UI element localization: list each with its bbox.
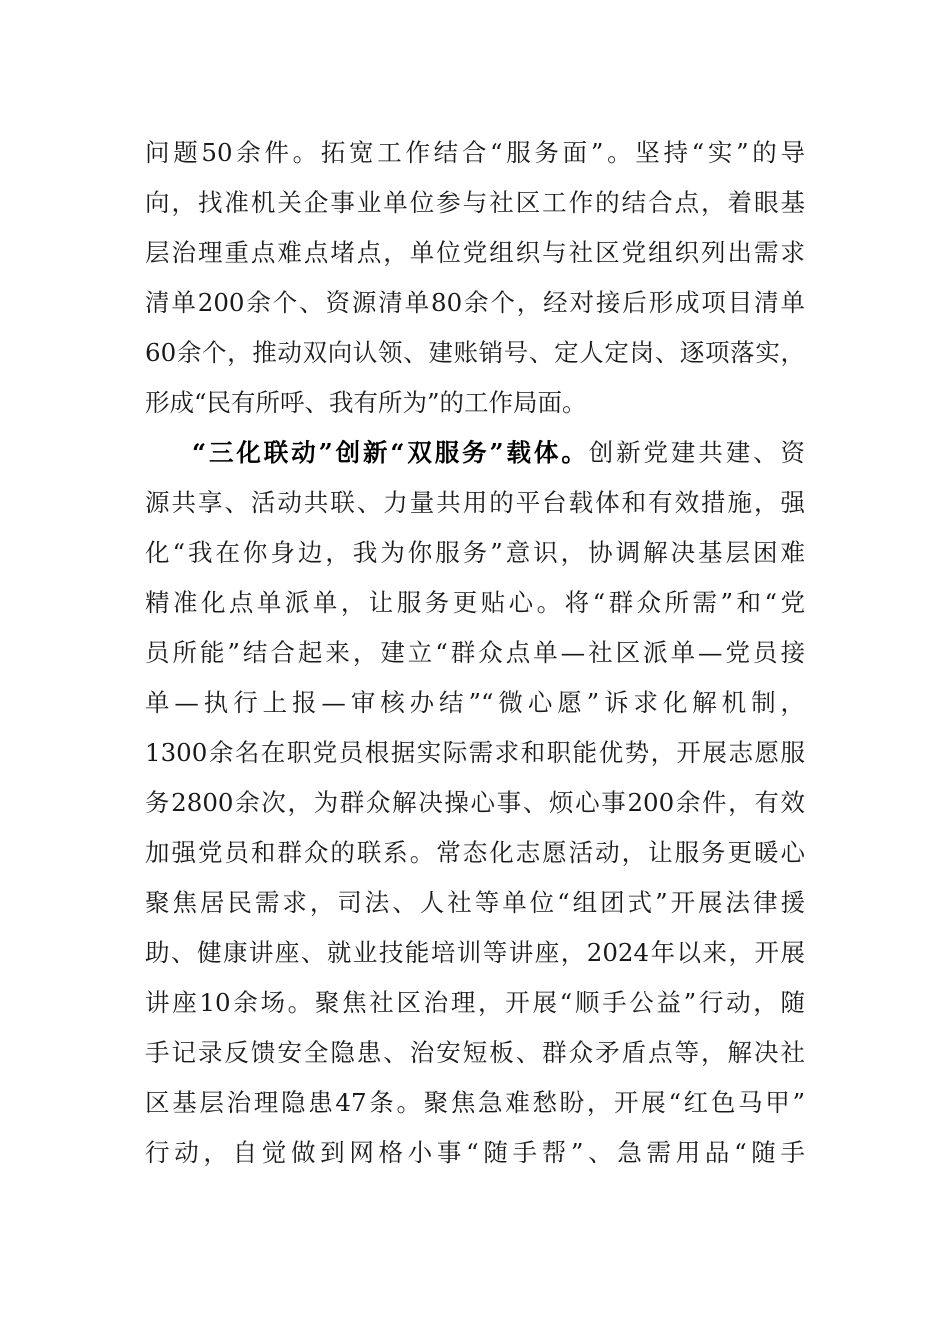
paragraph-line: 化“我在你身边，我为你服务”意识，协调解决基层困难 <box>145 538 805 567</box>
paragraph-line: 向，找准机关企事业单位参与社区工作的结合点，着眼基 <box>145 188 805 217</box>
paragraph-line: 层治理重点难点堵点，单位党组织与社区党组织列出需求 <box>145 238 805 267</box>
paragraph-line: 清单200余个、资源清单80余个，经对接后形成项目清单 <box>145 288 805 317</box>
paragraph-line: 手记录反馈安全隐患、治安短板、群众矛盾点等，解决社 <box>145 1038 805 1067</box>
paragraph-line: 单—执行上报—审核办结”“微心愿”诉求化解机制， <box>145 688 805 717</box>
paragraph-line: 助、健康讲座、就业技能培训等讲座，2024年以来，开展 <box>145 938 805 967</box>
section-heading: “三化联动”创新“双服务”载体。 <box>192 438 589 467</box>
paragraph-first-line <box>145 428 805 478</box>
paragraph-line: 加强党员和群众的联系。常态化志愿活动，让服务更暖心 <box>145 838 805 867</box>
paragraph-line: 讲座10余场。聚焦社区治理，开展“顺手公益”行动，随 <box>145 988 805 1017</box>
paragraph-line: 问题50余件。拓宽工作结合“服务面”。坚持“实”的导 <box>145 138 805 167</box>
paragraph-line: 60余个，推动双向认领、建账销号、定人定岗、逐项落实， <box>145 338 805 367</box>
paragraph-line: 形成“民有所呼、我有所为”的工作局面。 <box>145 388 587 417</box>
paragraph-1 <box>145 128 805 428</box>
paragraph-line: 精准化点单派单，让服务更贴心。将“群众所需”和“党 <box>145 588 805 617</box>
paragraph-line: 1300余名在职党员根据实际需求和职能优势，开展志愿服 <box>145 738 805 767</box>
paragraph-line: 务2800余次，为群众解决操心事、烦心事200余件，有效 <box>145 788 805 817</box>
paragraph-line: 源共享、活动共联、力量共用的平台载体和有效措施，强 <box>145 488 805 517</box>
heading-line-rest: 创新党建共建、资 <box>588 438 805 467</box>
paragraph-line: 聚焦居民需求，司法、人社等单位“组团式”开展法律援 <box>145 888 805 917</box>
paragraph-line: 员所能”结合起来，建立“群众点单—社区派单—党员接 <box>145 638 805 667</box>
paragraph-line: 区基层治理隐患47条。聚焦急难愁盼，开展“红色马甲” <box>145 1088 805 1117</box>
paragraph-2 <box>145 428 805 1178</box>
paragraph-line: 行动，自觉做到网格小事“随手帮”、急需用品“随手 <box>145 1138 805 1167</box>
